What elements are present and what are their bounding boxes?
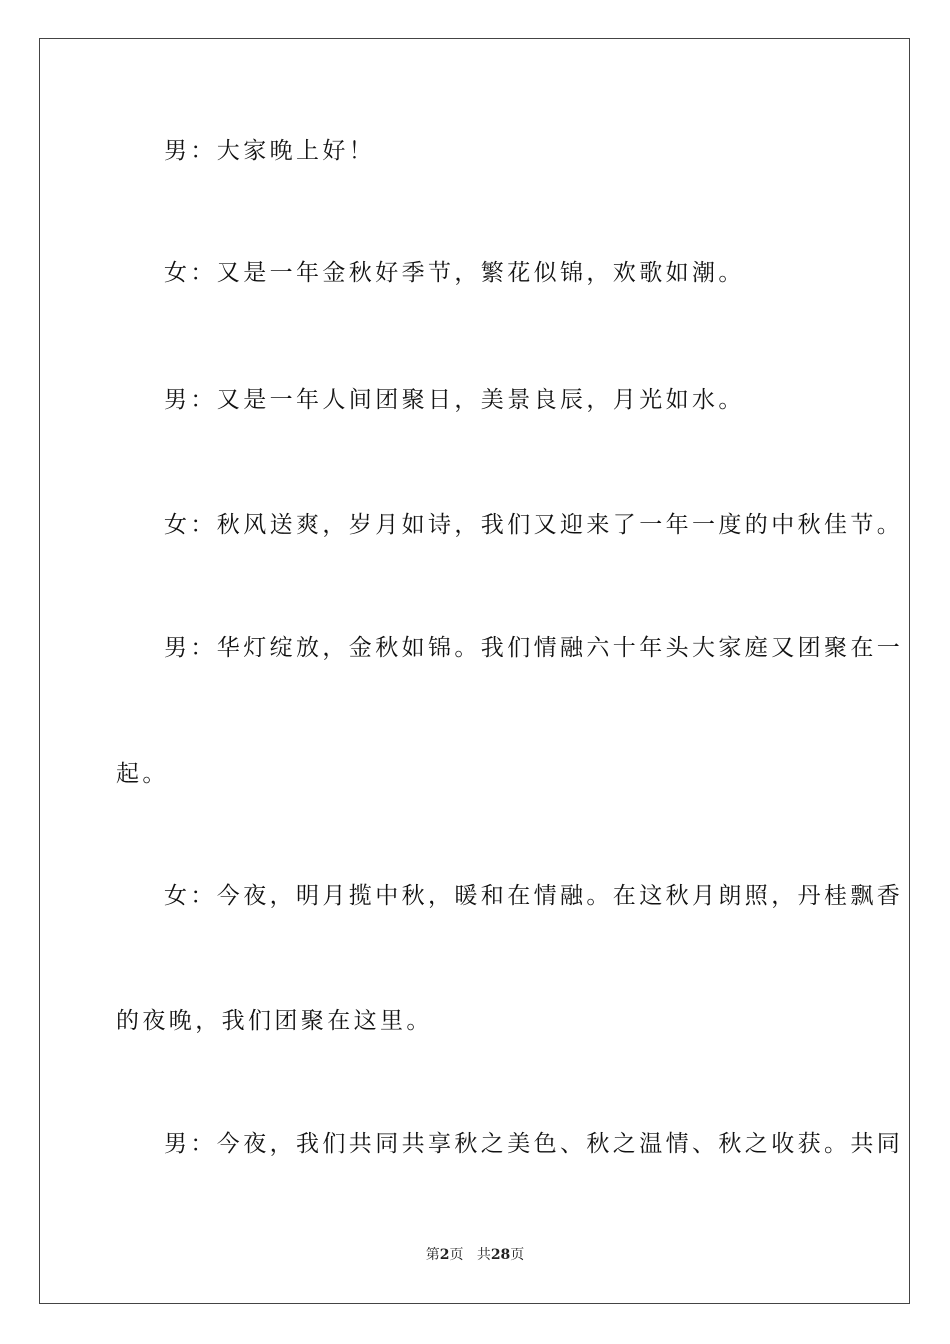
paragraph-3-line-1: 男：又是一年人间团聚日，美景良辰，月光如水。 (164, 387, 745, 413)
footer-page-word: 页 (449, 1247, 464, 1263)
footer-total-prefix: 共 (476, 1247, 491, 1263)
footer-total-pages: 28 (490, 1247, 511, 1263)
footer-total-suffix: 页 (510, 1247, 525, 1263)
paragraph-6-line-1: 女：今夜，明月揽中秋，暖和在情融。在这秋月朗照，丹桂飘香 (164, 883, 904, 909)
paragraph-5-line-2: 起。 (116, 761, 169, 787)
paragraph-4-line-1: 女：秋风送爽，岁月如诗，我们又迎来了一年一度的中秋佳节。 (164, 512, 904, 538)
paragraph-5-line-1: 男：华灯绽放，金秋如锦。我们情融六十年头大家庭又团聚在一 (164, 635, 904, 661)
paragraph-2-line-1: 女：又是一年金秋好季节，繁花似锦，欢歌如潮。 (164, 260, 745, 286)
footer-current-page: 2 (439, 1247, 450, 1263)
footer-prefix: 第 (425, 1247, 440, 1263)
page-frame (39, 38, 910, 1304)
paragraph-6-line-2: 的夜晚，我们团聚在这里。 (116, 1008, 433, 1034)
page-footer (0, 1246, 950, 1264)
paragraph-7-line-1: 男：今夜，我们共同共享秋之美色、秋之温情、秋之收获。共同 (164, 1131, 904, 1157)
paragraph-1-line-1: 男：大家晚上好！ (164, 138, 376, 164)
